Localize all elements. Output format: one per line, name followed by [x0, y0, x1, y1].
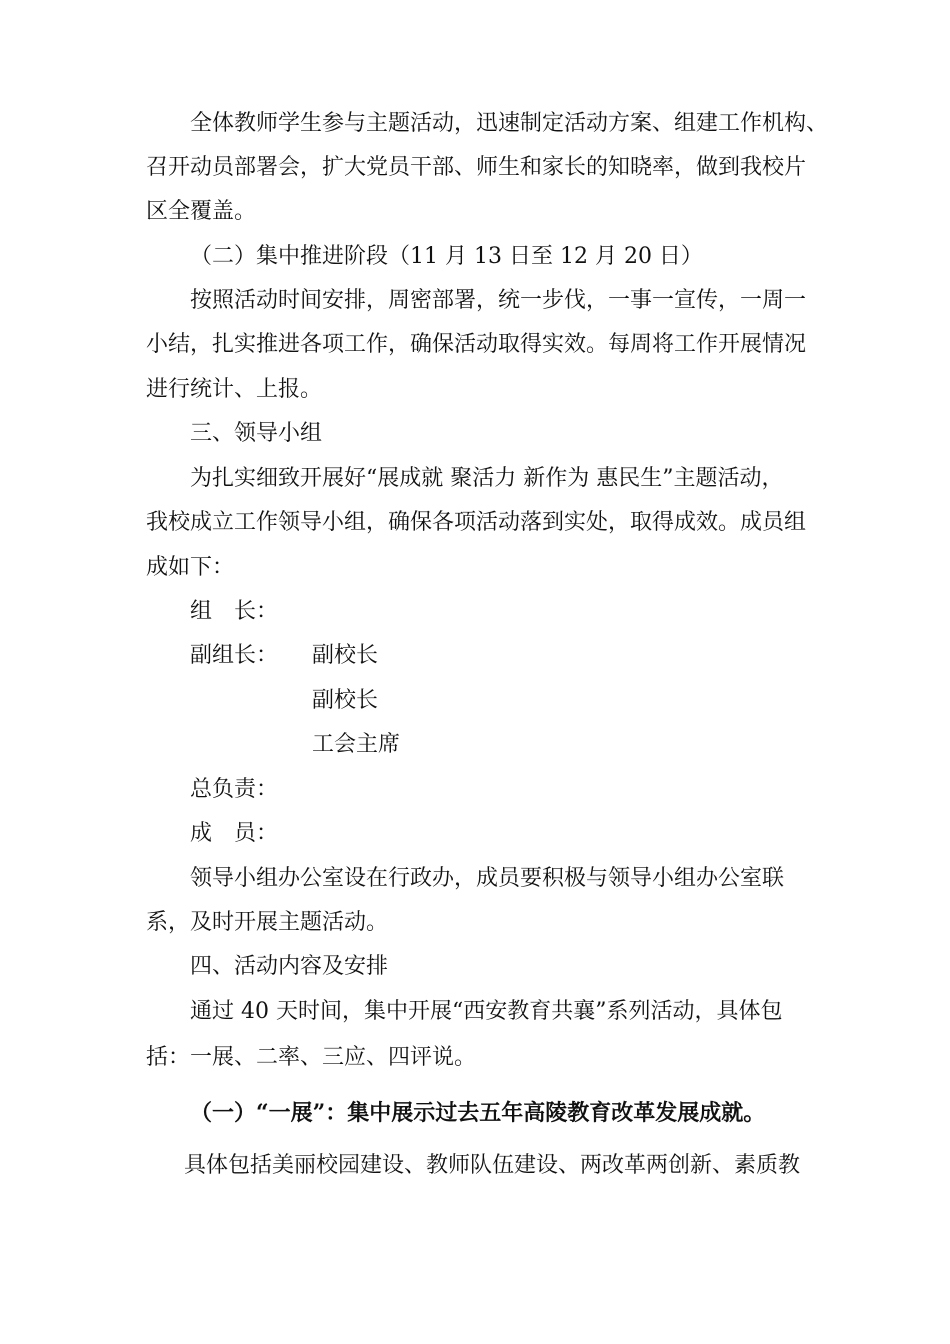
paragraph-line: 区全覆盖。 — [146, 199, 257, 224]
section-heading: （二）集中推进阶段（11 月 13 日至 12 月 20 日） — [190, 244, 703, 269]
role-label: 成 员： — [190, 821, 279, 846]
section-heading: 三、领导小组 — [190, 421, 323, 446]
paragraph-line: 通过 40 天时间，集中开展“西安教育共襄”系列活动，具体包 — [190, 999, 783, 1024]
section-heading: 四、活动内容及安排 — [190, 954, 389, 979]
subsection-heading: （一）“一展”：集中展示过去五年高陵教育改革发展成就。 — [190, 1100, 766, 1126]
role-label: 副组长： — [190, 643, 279, 668]
paragraph-line: 小结，扎实推进各项工作，确保活动取得实效。每周将工作开展情况 — [146, 332, 807, 357]
role-title: 副校长 — [312, 688, 379, 713]
paragraph-line: 召开动员部署会，扩大党员干部、师生和家长的知晓率，做到我校片 — [146, 155, 807, 180]
role-title: 副校长 — [312, 643, 379, 668]
paragraph-line: 进行统计、上报。 — [146, 377, 323, 402]
paragraph-line: 成如下： — [146, 555, 235, 580]
paragraph-line: 领导小组办公室设在行政办，成员要积极与领导小组办公室联 — [190, 866, 785, 891]
paragraph-line: 具体包括美丽校园建设、教师队伍建设、两改革两创新、素质教 — [184, 1153, 801, 1178]
paragraph-line: 系，及时开展主题活动。 — [146, 910, 389, 935]
role-title: 工会主席 — [312, 732, 401, 757]
paragraph-line: 我校成立工作领导小组，确保各项活动落到实处，取得成效。成员组 — [146, 510, 807, 535]
paragraph-line: 全体教师学生参与主题活动，迅速制定活动方案、组建工作机构、 — [190, 111, 829, 136]
paragraph-line: 括：一展、二率、三应、四评说。 — [146, 1045, 477, 1070]
paragraph-line: 按照活动时间安排，周密部署，统一步伐，一事一宣传，一周一 — [190, 288, 807, 313]
role-label: 总负责： — [190, 777, 279, 802]
role-label: 组 长： — [190, 599, 279, 624]
paragraph-line: 为扎实细致开展好“展成就 聚活力 新作为 惠民生”主题活动， — [190, 466, 784, 491]
